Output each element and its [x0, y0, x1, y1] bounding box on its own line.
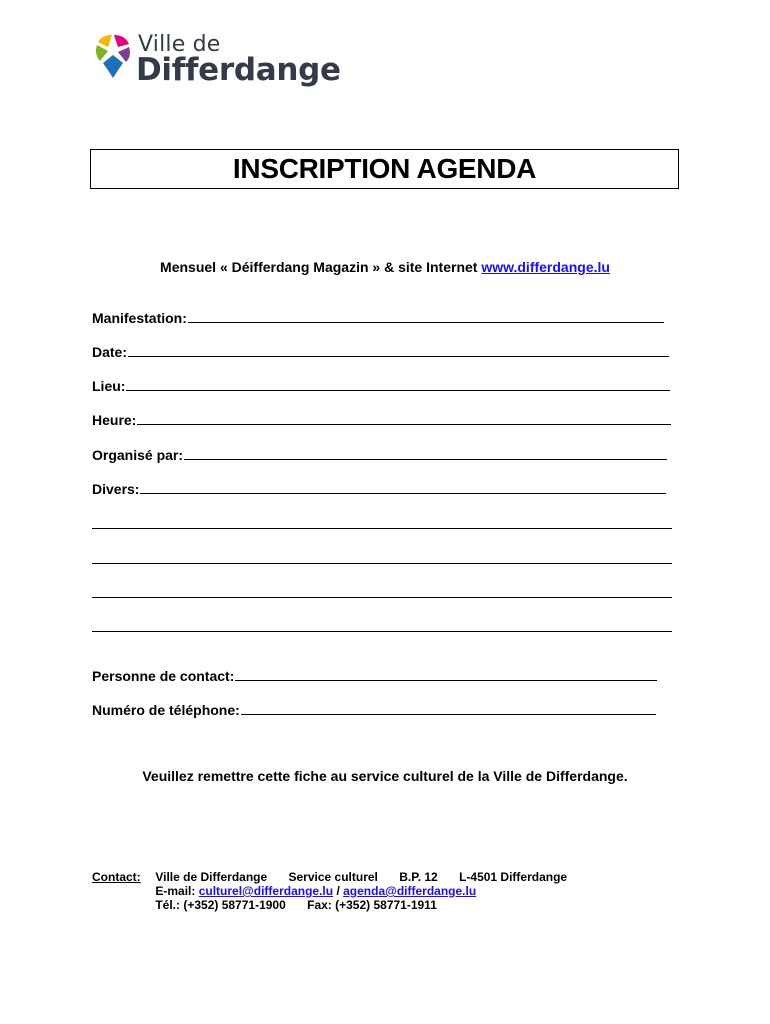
field-line-divers[interactable]: [140, 481, 666, 494]
contact-tel: Tél.: (+352) 58771-1900: [155, 898, 286, 912]
contact-email-separator: /: [336, 884, 340, 898]
contact-row-phone: [92, 898, 567, 912]
subtitle: [0, 259, 770, 275]
form-title-text: INSCRIPTION AGENDA: [232, 153, 537, 184]
field-label-date: Date:: [92, 344, 128, 360]
field-lieu[interactable]: [92, 378, 670, 394]
submission-notice: Veuillez remettre cette fiche au service culturel de la Ville de Differdange.: [142, 768, 628, 784]
contact-address: L-4501 Differdange: [459, 870, 568, 884]
field-date[interactable]: [92, 344, 669, 360]
field-manifestation[interactable]: [92, 310, 664, 326]
field-line-lieu[interactable]: [126, 378, 670, 391]
field-label-personne-de-contact: Personne de contact:: [92, 668, 235, 684]
email-link-agenda[interactable]: agenda@differdange.lu: [343, 884, 477, 898]
field-label-heure: Heure:: [92, 412, 137, 428]
field-personne-de-contact[interactable]: [92, 668, 657, 684]
field-line-manifestation[interactable]: [188, 310, 664, 323]
field-line-date[interactable]: [128, 344, 669, 357]
contact-fax: Fax: (+352) 58771-1911: [307, 898, 437, 912]
field-line-organise-par[interactable]: [184, 447, 667, 460]
city-logo: [92, 32, 341, 92]
field-divers[interactable]: [92, 481, 666, 497]
field-organise-par[interactable]: [92, 447, 667, 463]
divers-line-3[interactable]: [92, 563, 672, 564]
subtitle-text: Mensuel « Déifferdang Magazin » & site Internet: [160, 259, 478, 275]
differdange-logo-icon: [92, 32, 134, 82]
field-line-heure[interactable]: [137, 412, 671, 425]
contact-org: Ville de Differdange: [155, 870, 268, 884]
contact-label: Contact:: [92, 870, 141, 884]
contact-row-address: [92, 870, 567, 884]
contact-service: Service culturel: [288, 870, 378, 884]
field-label-divers: Divers:: [92, 481, 140, 497]
contact-email-label: E-mail:: [155, 884, 196, 898]
field-label-organise-par: Organisé par:: [92, 447, 184, 463]
divers-line-4[interactable]: [92, 597, 672, 598]
website-link[interactable]: www.differdange.lu: [481, 259, 610, 275]
field-line-numero-de-telephone[interactable]: [241, 702, 656, 715]
contact-block: [92, 870, 567, 912]
field-line-personne-de-contact[interactable]: [235, 668, 657, 681]
logo-text-ville-de: Ville de: [138, 32, 221, 57]
divers-line-5[interactable]: [92, 631, 672, 632]
email-link-culturel[interactable]: culturel@differdange.lu: [198, 884, 334, 898]
form-title: [90, 149, 679, 189]
field-label-manifestation: Manifestation:: [92, 310, 187, 326]
field-label-lieu: Lieu:: [92, 378, 126, 394]
contact-row-email: [92, 884, 567, 898]
logo-text-differdange: Differdange: [136, 52, 341, 88]
divers-line-2[interactable]: [92, 528, 672, 529]
field-numero-de-telephone[interactable]: [92, 702, 656, 718]
field-heure[interactable]: [92, 412, 671, 428]
field-label-numero-de-telephone: Numéro de téléphone:: [92, 702, 240, 718]
contact-bp: B.P. 12: [399, 870, 438, 884]
